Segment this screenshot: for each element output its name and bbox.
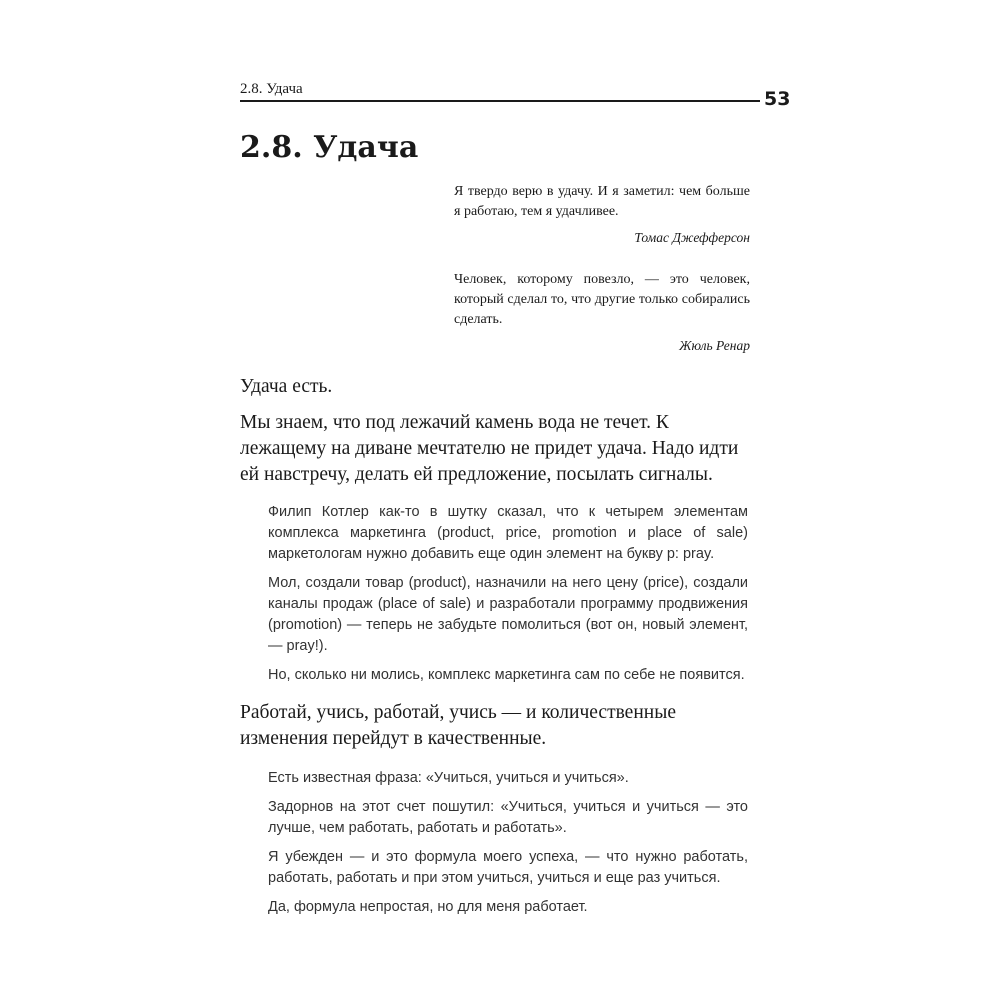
body-paragraph: Но, сколько ни молись, комплекс маркетинга сам по себе не появится. <box>268 667 745 683</box>
epigraph-quote: Я твердо верю в удачу. И я заметил: чем больше я работаю, тем я удачливее. <box>454 184 750 219</box>
page-number: 53 <box>764 88 791 110</box>
epigraph <box>454 182 750 247</box>
body-paragraph: Я убежден — и это формула моего успеха, — что нужно работать, работать, работать и при этом учиться, учиться и еще раз учиться. <box>268 849 748 886</box>
body-section <box>268 768 748 926</box>
lead-paragraph: Мы знаем, что под лежачий камень вода не течет. К лежащему на диване мечтателю не придет удача. Надо идти ей навстречу, делать ей предложение, посылать сигналы. <box>240 412 739 485</box>
body-paragraph: Есть известная фраза: «Учиться, учиться и учиться». <box>268 770 629 786</box>
lead-paragraph: Удача есть. <box>240 376 333 397</box>
epigraph-author: Томас Джефферсон <box>634 230 750 245</box>
body-paragraph: Задорнов на этот счет пошутил: «Учиться, учиться и учиться — это лучше, чем работать, работать и работать». <box>268 799 748 836</box>
body-paragraph: Мол, создали товар (product), назначили на него цену (price), создали каналы продаж (place of sale) и разработали программу продвижения (promotion) — теперь не забудьте помолиться (вот он, новый элемент, — pray!). <box>268 575 748 654</box>
body-paragraph: Филип Котлер как-то в шутку сказал, что к четырем элементам комплекса маркетинга (product, price, promotion и place of sale) маркетологам нужно добавить еще один элемент на букву p: pray. <box>268 504 748 562</box>
epigraph-author: Жюль Ренар <box>679 338 750 353</box>
body-section <box>268 502 748 694</box>
running-header-title: 2.8. Удача <box>240 81 303 97</box>
lead-paragraph: Работай, учись, работай, учись — и количественные изменения перейдут в качественные. <box>240 702 676 749</box>
chapter-title: 2.8. Удача <box>240 130 419 165</box>
body-paragraph: Да, формула непростая, но для меня работает. <box>268 899 588 915</box>
epigraph <box>454 270 750 355</box>
running-header <box>240 80 760 102</box>
epigraph-quote: Человек, которому повезло, — это человек, который сделал то, что другие только собирались сделать. <box>454 272 750 327</box>
